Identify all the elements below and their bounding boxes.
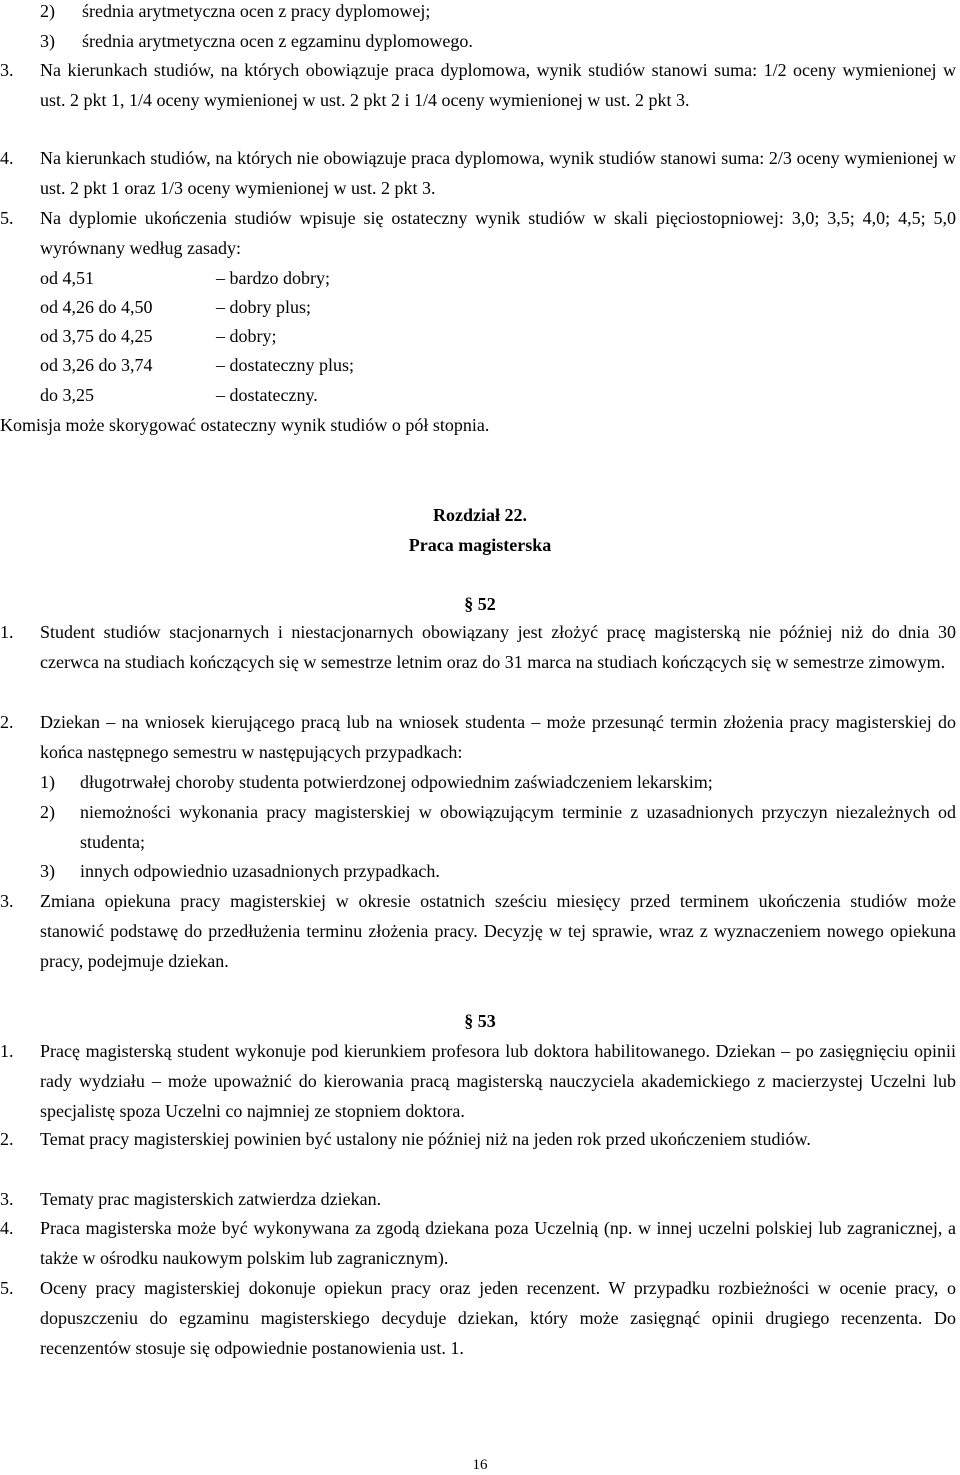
paragraph-marker: 5.: [0, 1278, 14, 1298]
list-text: niemożności wykonania pracy magisterskiej w obowiązującym terminie z uzasadnionych przyczyn niezależnych od studenta;: [80, 802, 956, 852]
paragraph-marker: 1.: [0, 622, 14, 642]
paragraph-marker: 2.: [0, 1129, 14, 1149]
list-item: [0, 797, 960, 857]
list-marker: 1): [40, 772, 55, 792]
s52-paragraph-2: [0, 707, 960, 767]
paragraph-text: Oceny pracy magisterskiej dokonuje opiekun pracy oraz jeden recenzent. W przypadku rozbieżności w ocenie pracy, o dopuszczeniu do egzaminu magisterskiego decyduje dziekan, który może zasięgnąć opinii drugiego recenzenta. Do recenzentów stosuje się odpowiednie postanowienia ust. 1.: [40, 1278, 956, 1358]
paragraph-text: Dziekan – na wniosek kierującego pracą lub na wniosek studenta – może przesunąć termin złożenia pracy magisterskiej do końca następnego semestru w następujących przypadkach:: [40, 712, 956, 762]
paragraph-marker: 3.: [0, 60, 14, 80]
paragraph-marker: 2.: [0, 712, 14, 732]
paragraph-text: Tematy prac magisterskich zatwierdza dziekan.: [40, 1189, 382, 1209]
paragraph-text: Student studiów stacjonarnych i niestacjonarnych obowiązany jest złożyć pracę magisterską nie później niż do dnia 30 czerwca na studiach kończących się w semestrze letnim oraz do 31 marca na studiach kończących się w semestrze zimowym.: [40, 622, 956, 672]
paragraph-text: Na kierunkach studiów, na których obowiązuje praca dyplomowa, wynik studiów stanowi suma: 1/2 oceny wymienionej w ust. 2 pkt 1, 1/4 oceny wymienionej w ust. 2 pkt 2 i 1/4 oceny wymienionej w ust. 2 pkt 3.: [40, 60, 956, 110]
s53-paragraph-3: [0, 1184, 960, 1214]
s53-paragraph-2: [0, 1124, 960, 1184]
grade-range: do 3,25: [40, 385, 94, 405]
grade-label: – dobry;: [216, 326, 277, 346]
grade-range: od 4,51: [40, 268, 94, 288]
list-text: innych odpowiednio uzasadnionych przypadkach.: [80, 861, 440, 881]
paragraph-text: Temat pracy magisterskiej powinien być ustalony nie później niż na jeden rok przed ukończeniem studiów.: [40, 1129, 811, 1149]
grade-label: – dobry plus;: [216, 297, 312, 317]
grade-range: od 3,75 do 4,25: [40, 326, 153, 346]
grade-label: – dostateczny.: [216, 385, 318, 405]
list-text: średnia arytmetyczna ocen z egzaminu dyplomowego.: [82, 31, 473, 51]
chapter-subtitle: Praca magisterska: [408, 535, 552, 555]
grade-row: [40, 321, 640, 351]
list-marker: 3): [40, 31, 55, 51]
paragraph-text: Na dyplomie ukończenia studiów wpisuje się ostateczny wynik studiów w skali pięciostopniowej: 3,0; 3,5; 4,0; 4,5; 5,0 wyrównany według zasady:: [40, 208, 956, 258]
s52-paragraph-1: [0, 617, 960, 707]
commission-note: Komisja może skorygować ostateczny wynik studiów o pół stopnia.: [0, 415, 490, 435]
section-heading-52: § 52: [464, 594, 496, 614]
paragraph-marker: 3.: [0, 1189, 14, 1209]
s53-paragraph-5: [0, 1273, 960, 1363]
s53-paragraph-1: [0, 1036, 960, 1126]
grade-row: [40, 350, 640, 380]
list-text: długotrwałej choroby studenta potwierdzonej odpowiednim zaświadczeniem lekarskim;: [80, 772, 713, 792]
grade-label: – bardzo dobry;: [216, 268, 330, 288]
paragraph-3: [0, 55, 960, 145]
list-item: [0, 0, 960, 26]
list-text: średnia arytmetyczna ocen z pracy dyplomowej;: [82, 1, 431, 21]
list-item: [0, 767, 960, 797]
paragraph-text: Praca magisterska może być wykonywana za zgodą dziekana poza Uczelnią (np. w innej uczelni polskiej lub zagranicznej, a także w ośrodku naukowym polskim lub zagranicznym).: [40, 1218, 956, 1268]
paragraph-marker: 4.: [0, 1218, 14, 1238]
paragraph-marker: 5.: [0, 208, 14, 228]
grade-row: [40, 263, 640, 293]
paragraph-text: Na kierunkach studiów, na których nie obowiązuje praca dyplomowa, wynik studiów stanowi suma: 2/3 oceny wymienionej w ust. 2 pkt 1 oraz 1/3 oceny wymienionej w ust. 2 pkt 3.: [40, 148, 956, 198]
list-marker: 2): [40, 802, 55, 822]
paragraph-marker: 1.: [0, 1041, 14, 1061]
grade-label: – dostateczny plus;: [216, 355, 354, 375]
paragraph-marker: 4.: [0, 148, 14, 168]
list-item: [0, 26, 960, 56]
page-number: 16: [472, 1457, 488, 1473]
paragraph-5: [0, 203, 960, 263]
grade-range: od 4,26 do 4,50: [40, 297, 153, 317]
section-heading-53: § 53: [464, 1011, 496, 1031]
chapter-title: Rozdział 22.: [433, 505, 527, 525]
paragraph-4: [0, 143, 960, 203]
paragraph-text: Pracę magisterską student wykonuje pod kierunkiem profesora lub doktora habilitowanego. Dziekan – po zasięgnięciu opinii rady wydziału – może upoważnić do kierowania pracą magisterską nauczyciela akademickiego z macierzystej Uczelni lub specjalistę spoza Uczelni co najmniej ze stopniem doktora.: [40, 1041, 956, 1121]
grade-row: [40, 292, 640, 322]
list-marker: 3): [40, 861, 55, 881]
s52-paragraph-3: [0, 886, 960, 976]
s53-paragraph-4: [0, 1213, 960, 1273]
list-marker: 2): [40, 1, 55, 21]
list-item: [0, 856, 960, 886]
paragraph-text: Zmiana opiekuna pracy magisterskiej w okresie ostatnich sześciu miesięcy przed terminem ukończenia studiów może stanowić podstawę do przedłużenia terminu złożenia pracy. Decyzję w tej sprawie, wraz z wyznaczeniem nowego opiekuna pracy, podejmuje dziekan.: [40, 891, 956, 971]
grade-row: [40, 380, 640, 410]
grade-range: od 3,26 do 3,74: [40, 355, 153, 375]
paragraph-marker: 3.: [0, 891, 14, 911]
